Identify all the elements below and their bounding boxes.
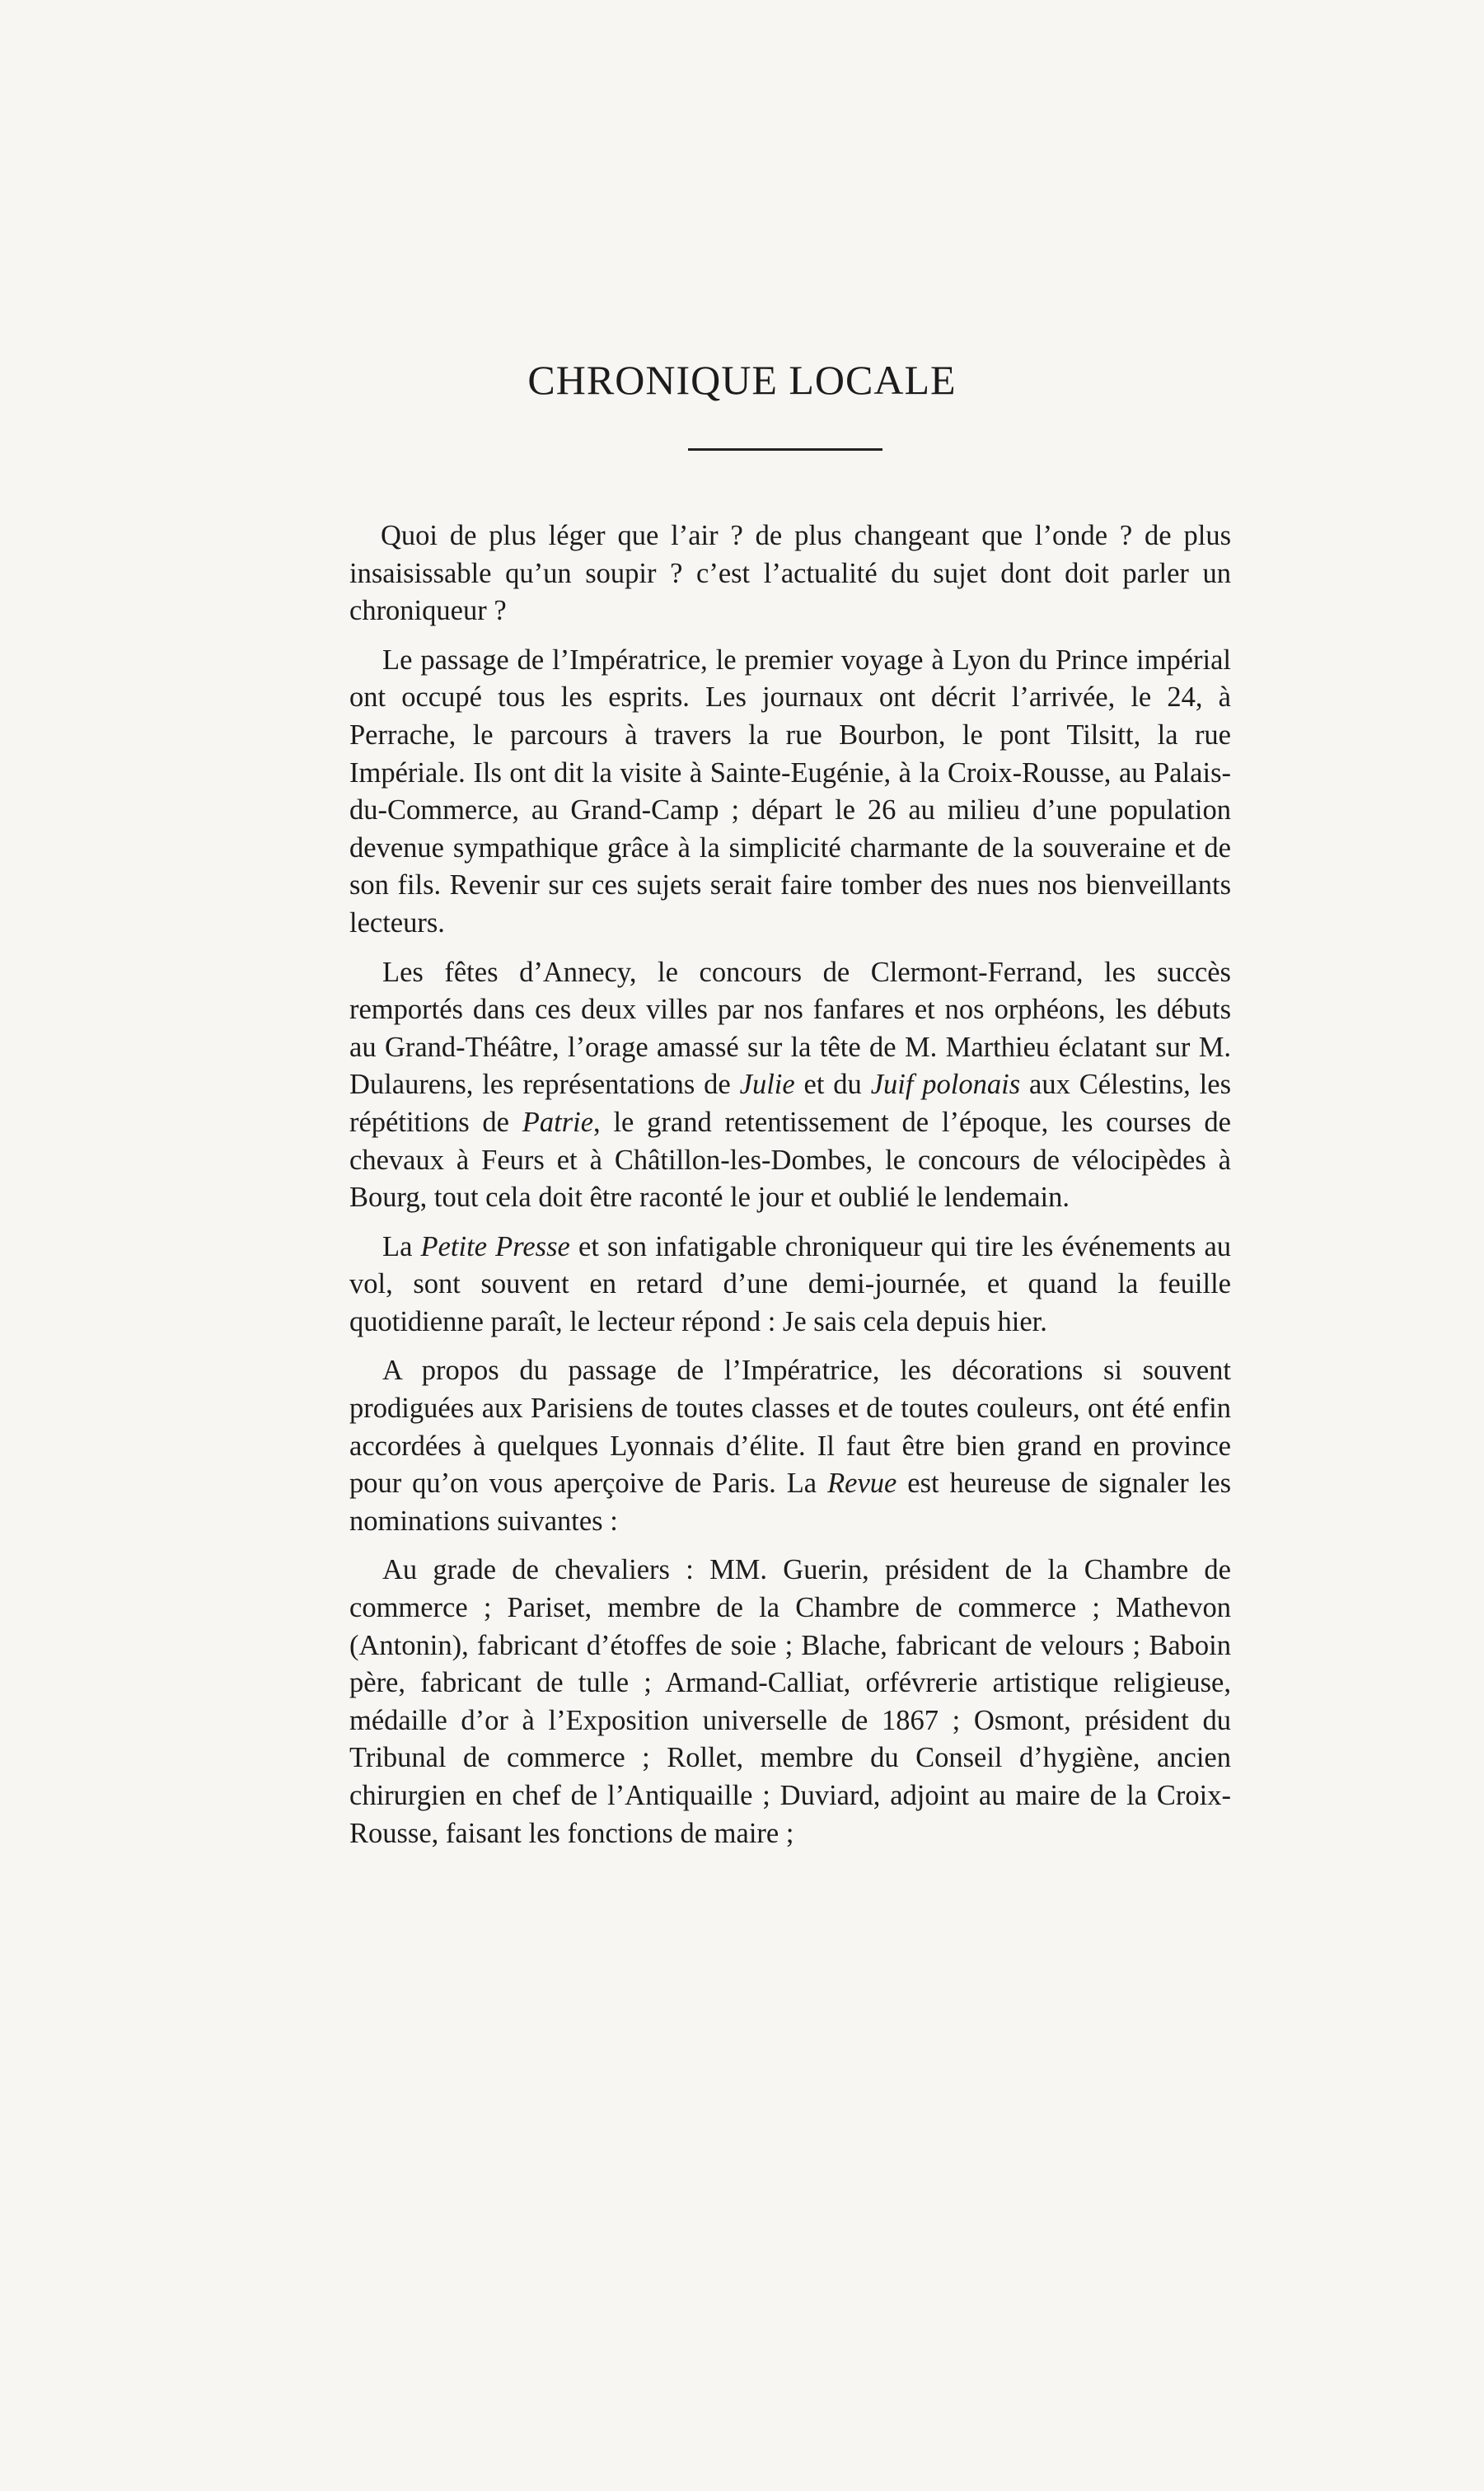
page-title: CHRONIQUE LOCALE	[527, 357, 957, 403]
paragraph-5	[349, 1352, 1231, 1540]
paragraph-3	[349, 954, 1231, 1217]
title-rule	[688, 448, 882, 451]
paragraph-3-text: , le grand retentissement de l’époque, les courses de chevaux à Feurs et à Châtillon-les-Dombes, le concours de vélocipèdes à Bourg, tout cela doit être raconté le jour et oublié le lendemain.	[349, 1106, 1231, 1214]
title-revue: Revue	[827, 1468, 897, 1500]
paragraph-6: Au grade de chevaliers : MM. Guerin, président de la Chambre de commerce ; Pariset, membre de la Chambre de commerce ; Mathevon (Antonin), fabricant d’étoffes de soie ; Blache, fabricant de velours ; Baboin père, fabricant de tulle ; Armand-Calliat, orfévrerie artistique religieuse, médaille d’or à l’Exposition universelle de 1867 ; Osmont, président du Tribunal de commerce ; Rollet, membre du Conseil d’hygiène, ancien chirurgien en chef de l’Antiquaille ; Duviard, adjoint au maire de la Croix-Rousse, faisant les fonctions de maire ;	[349, 1554, 1231, 1849]
paragraph-4-text: La	[382, 1230, 421, 1262]
paragraph-3-text: Les fêtes d’Annecy, le concours de Clermont-Ferrand, les succès remportés dans ces deux villes par nos fanfares et nos orphéons, les débuts au Grand-Théâtre, l’orage amassé sur la tête de M. Marthieu éclatant sur M. Dulaurens, les représentations de	[349, 956, 1231, 1101]
paragraph-4-text: et son infatigable chroniqueur qui tire les événements au vol, sont souvent en retard d’une demi-journée, et quand la feuille quotidienne paraît, le lecteur répond : Je sais cela depuis hier.	[349, 1230, 1232, 1337]
paragraph-5-text: est heureuse de signaler les nominations suivantes :	[349, 1468, 1231, 1537]
paragraph-1: Quoi de plus léger que l’air ? de plus changeant que l’onde ? de plus insaisissable qu’un soupir ? c’est l’actualité du sujet dont doit parler un chroniqueur ?	[349, 520, 1231, 627]
paragraph-5-text: A propos du passage de l’Impératrice, les décorations si souvent prodiguées aux Parisiens de toutes classes et de toutes couleurs, ont été enfin accordées à quelques Lyonnais d’élite. Il faut être bien grand en province pour qu’on vous aperçoive de Paris. La	[349, 1355, 1231, 1500]
title-juif-polonais: Juif polonais	[870, 1069, 1021, 1101]
paragraph-4	[349, 1229, 1231, 1341]
title-julie: Julie	[739, 1069, 795, 1101]
paragraph-3-text: et du	[794, 1069, 871, 1101]
title-petite-presse: Petite Presse	[420, 1230, 570, 1262]
paragraph-2: Le passage de l’Impératrice, le premier voyage à Lyon du Prince impérial ont occupé tous les esprits. Les journaux ont décrit l’arrivée, le 24, à Perrache, le parcours à travers la rue Bourbon, le pont Tilsitt, la rue Impériale. Ils ont dit la visite à Sainte-Eugénie, à la Croix-Rousse, au Palais-du-Commerce, au Grand-Camp ; départ le 26 au milieu d’une population devenue sympathique grâce à la simplicité charmante de la souveraine et de son fils. Revenir sur ces sujets serait faire tomber des nues nos bienveillants lecteurs.	[349, 644, 1231, 939]
body-text	[349, 517, 1231, 1864]
paragraph-3-text: aux Célestins, les répétitions de	[349, 1069, 1232, 1138]
title-patrie: Patrie	[522, 1106, 594, 1138]
